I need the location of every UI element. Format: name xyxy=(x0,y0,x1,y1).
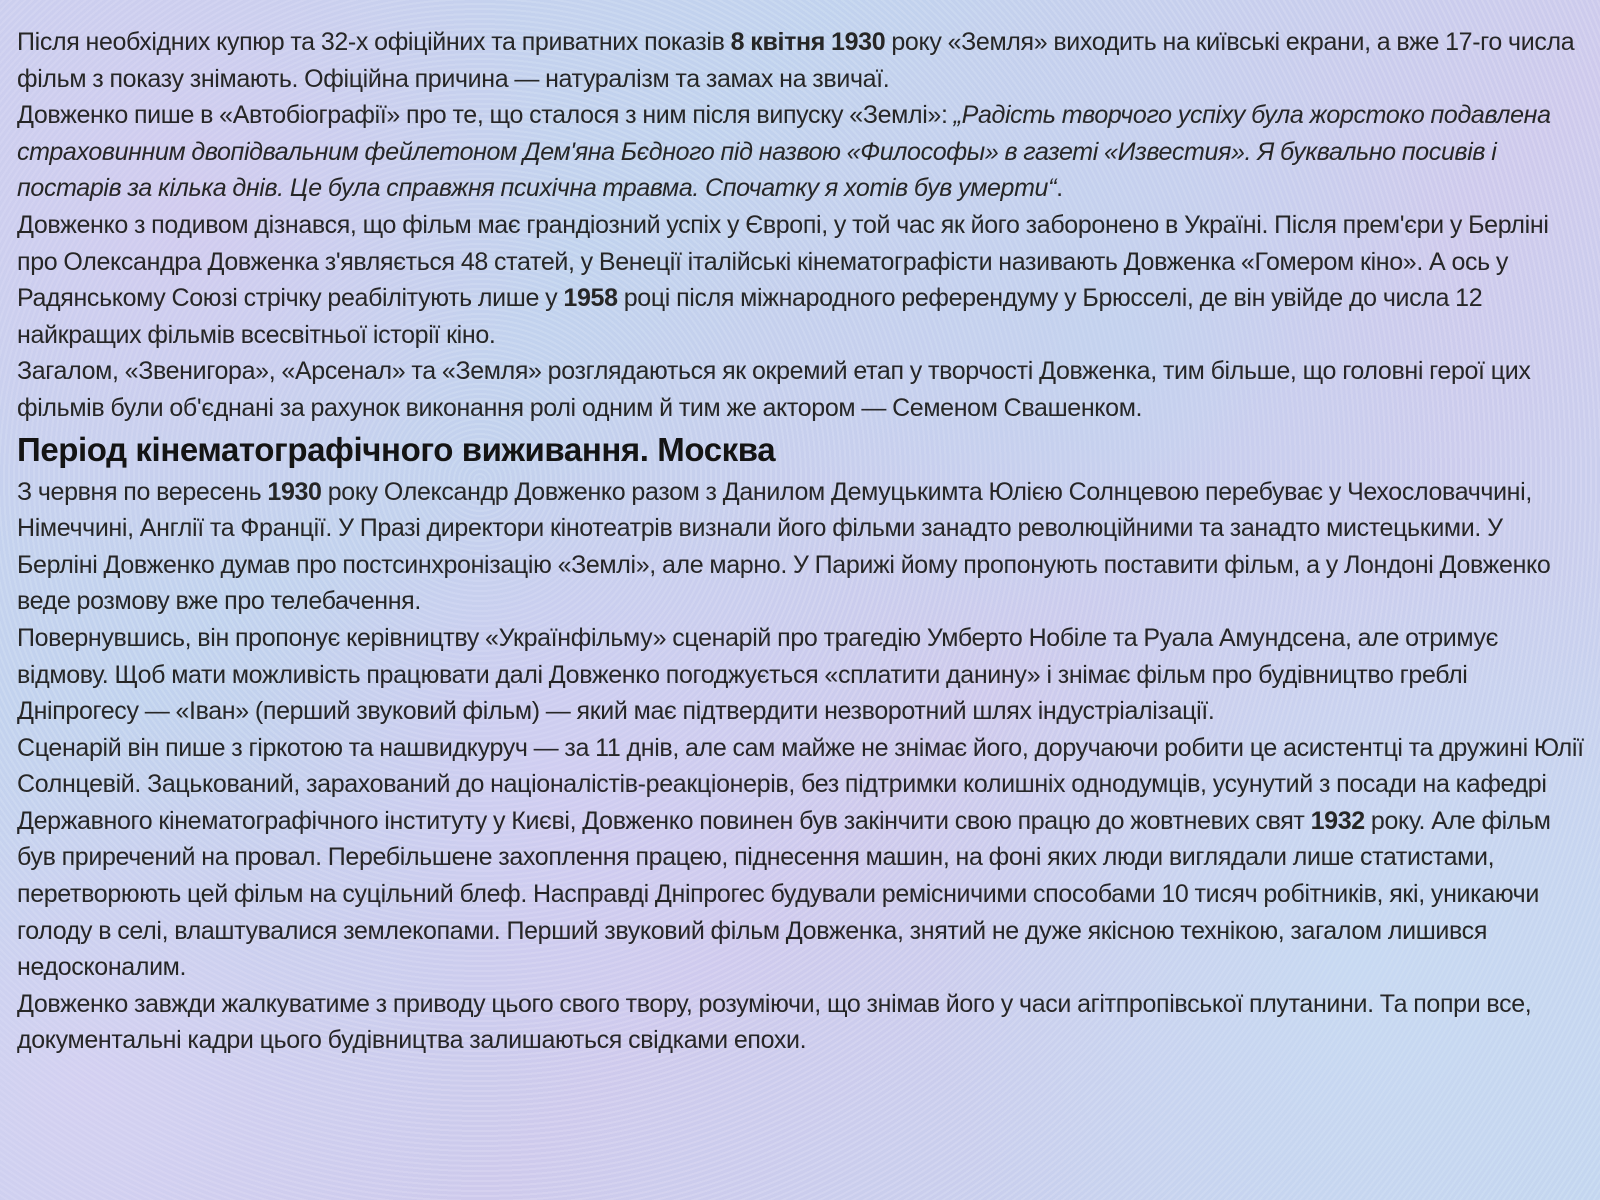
italic-quote: „Радість творчого успіху була жорстоко подавлена страховинним двопідвальним фейлетоном Дем'яна Бєдного під назвою «Философы» в газеті «Известия». Я буквально посивів і постарів за кілька днів. Це була справжня психічна травма. Спочатку я хотів був умерти“ xyxy=(17,101,1551,203)
text-run: Після необхідних купюр та 32-х офіційних та приватних показів xyxy=(17,28,731,56)
text-run: . xyxy=(1056,174,1063,203)
text-run: З червня по вересень xyxy=(17,477,268,506)
text-run: Загалом, «Звенигора», «Арсенал» та «Земля» розглядаються як окремий етап у творчості Довженка, тим більше, що головні герої цих фільмів були об'єднані за рахунок виконання ролі одним й тим же актором — Семеном Свашенком. xyxy=(17,357,1531,422)
text-run: року Олександр Довженко разом з Данилом Демуцькимта Юлією Солнцевою перебуває у Чехословаччині, Німеччині, Англії та Франції. У Празі директори кінотеатрів визнали його фільми занадто революційними та занадто мистецькими. У Берліні Довженко думав про постсинхронізацію «Землі», але марно. У Парижі йому пропонують поставити фільм, а у Лондоні Довженко веде розмову вже про телебачення. xyxy=(17,477,1551,616)
text-run: року «Земля» виходить на київські екрани, а вже 17-го числа фільм з показу знімають. Офіційна причина — натуралізм та замах на звичаї. xyxy=(17,28,1575,93)
text-run: Довженко з подивом дізнався, що фільм має грандіозний успіх у Європі, у той час як його заборонено в Україні. Після прем'єри у Берліні про Олександра Довженка з'являється 48 статей, у Венеції італійські кінематографісти називають Довженка «Гомером кіно». А ось у Радянському Союзі стрічку реабілітують лише у xyxy=(17,210,1549,313)
paragraph-regret xyxy=(17,986,1589,1059)
paragraph-screenplay xyxy=(17,730,1589,986)
paragraph-europe-success xyxy=(17,207,1589,353)
date-highlight: 8 квітня 1930 xyxy=(730,28,886,56)
text-run: Сценарій він пише з гіркотою та нашвидкуруч — за 11 днів, але сам майже не знімає його, доручаючи робити це асистентці та дружині Юлії Солнцевій. Зацькований, зарахований до націоналістів-реакціонерів, без підтримки колишніх однодумців, усунутий з посади на кафедрі Державного кінематографічного інституту у Києві, Довженко повинен був закінчити свою працю до жовтневих свят xyxy=(17,733,1584,835)
text-run: році після міжнародного референдуму у Брюсселі, де він увійде до числа 12 найкращих фільмів всесвітньої історії кіно. xyxy=(17,284,1483,349)
paragraph-trilogy xyxy=(17,353,1589,426)
text-run: Довженко завжди жалкуватиме з приводу цього свого твору, розуміючи, що знімав його у часи агітпропівської плутанини. Та попри все, документальні кадри цього будівництва залишаються свідками епохи. xyxy=(17,989,1532,1055)
text-run: Повернувшись, він пропонує керівництву «Українфільму» сценарій про трагедію Умберто Нобіле та Руала Амундсена, але отримує відмову. Щоб мати можливість працювати далі Довженко погоджується «сплатити данину» і знімає фільм про будівництво греблі Дніпрогесу — «Іван» (перший звуковий фільм) — який має підтвердити незворотний шлях індустріалізації. xyxy=(17,623,1499,726)
text-run: року. Але фільм був приречений на провал. Перебільшене захоплення працею, піднесення машин, на фоні яких люди виглядали лише статистами, перетворюють цей фільм на суцільний блеф. Насправді Дніпрогес будували ремісничими способами 10 тисяч робітників, які, уникаючи голоду в селі, влаштувалися землекопами. Перший звуковий фільм Довженка, знятий не дуже якісною технікою, загалом лишився недосконалим. xyxy=(17,806,1551,982)
paragraph-ivan-film xyxy=(17,620,1589,730)
paragraph-premiere-ban xyxy=(17,24,1589,97)
paragraph-autobiography-quote xyxy=(17,97,1589,207)
year-highlight: 1958 xyxy=(563,284,618,313)
text-run: Довженко пише в «Автобіографії» про те, що сталося з ним після випуску «Землі»: xyxy=(17,101,954,130)
year-highlight: 1932 xyxy=(1310,806,1365,835)
document-page xyxy=(17,24,1589,1059)
paragraph-europe-trip xyxy=(17,474,1589,620)
year-highlight: 1930 xyxy=(267,477,322,506)
section-heading: Період кінематографічного виживання. Москва xyxy=(17,430,776,468)
